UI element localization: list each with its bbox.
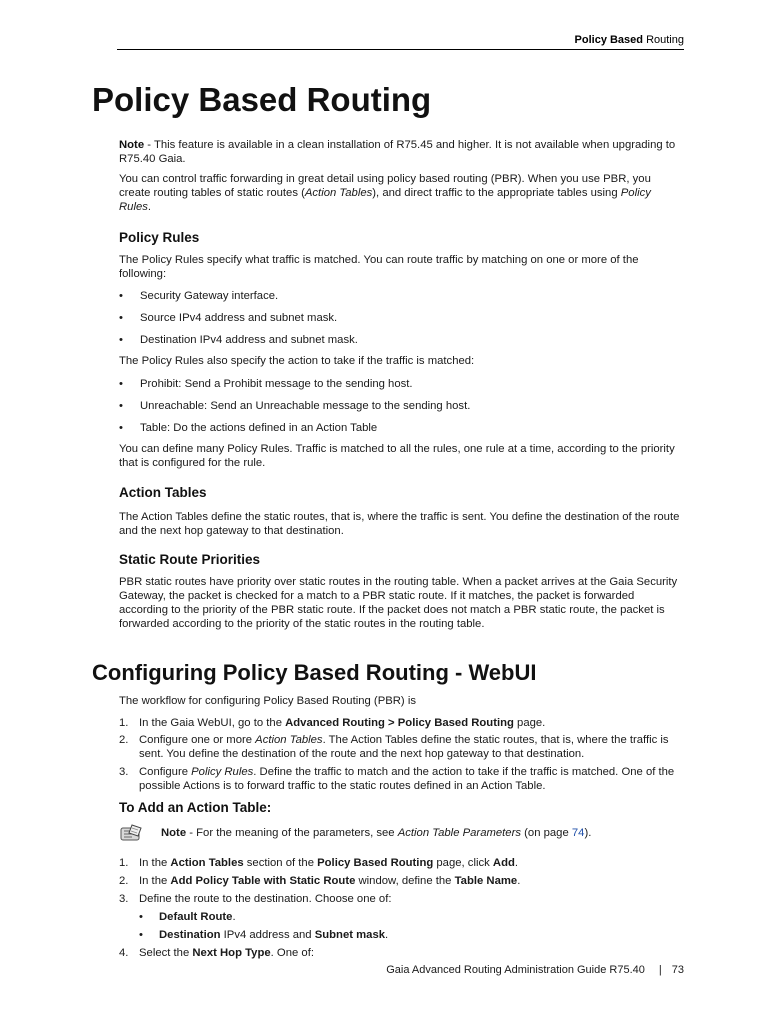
note-icon <box>118 823 144 843</box>
static-route-priorities-heading: Static Route Priorities <box>119 552 261 567</box>
page-link[interactable]: 74 <box>571 827 585 839</box>
intro-note: Note - This feature is available in a clean installation of R75.45 and higher. It is not available when upgrading to R75.40 Gaia. <box>119 139 676 165</box>
action-tables-paragraph: The Action Tables define the static routes, that is, where the traffic is sent. You define the destination of the route and the next hop gateway to that destination. <box>119 511 680 537</box>
footer-separator: | <box>658 964 662 976</box>
header-rule <box>117 49 684 50</box>
action-tables-heading: Action Tables <box>119 485 207 500</box>
static-route-priorities-paragraph: PBR static routes have priority over static routes in the routing table. When a packet arrives at the Gaia Security Gateway, the packet is checked for a match to a PBR static route. If it matches, the packet is forwarded according to the priority of the PBR static route. If the packet does not match a PBR static route, the packet is forwarded according to the priority of the static routes in the routing table. <box>119 576 678 630</box>
page-footer <box>386 964 684 976</box>
intro-paragraph: You can control traffic forwarding in great detail using policy based routing (PBR). When you use PBR, you create routing tables of static routes (Action Tables), and direct traffic to the appropriate tables using Policy Rules. <box>119 173 651 213</box>
policy-rules-priority-paragraph: You can define many Policy Rules. Traffic is matched to all the rules, one rule at a time, according to the priority that is configured for the rule. <box>119 443 675 469</box>
page-number: 73 <box>671 964 684 976</box>
policy-rules-action-intro: The Policy Rules also specify the action to take if the traffic is matched: <box>119 355 475 367</box>
policy-rules-heading: Policy Rules <box>119 230 200 245</box>
workflow-intro: The workflow for configuring Policy Based Routing (PBR) is <box>119 695 416 707</box>
running-header: Policy Based Routing <box>574 34 684 46</box>
document-page: Policy Based Routing Policy Based Routing Note - This feature is available in a clean installation of R75.45 and higher. It is not available when upgrading to R75.40 Gaia. You can control traffic forwarding in great detail using policy based routing (PBR). When you use PBR, you create routing tables of static routes (Action Tables), and direct traffic to the appropriate tables using Policy Rules. Policy Rules The Policy Rules specify what traffic is matched. You can route traffic by matching on one or more of the following: • Security Gateway interface. • Source IPv4 address and subnet mask. • Destination IPv4 address and subnet mask. The Policy Rules also specify the action to take if the traffic is matched: • Prohibit: Send a Prohibit message to the sending host. • Unreachable: Send an Unreachable message to the sending host. • Table: Do the actions defined in an Action Table You can define many Policy Rules. Traffic is matched to all the rules, one rule at a time, according to the priority that is configured for the rule. Action Tables The Action Tables define the static routes, that is, where the traffic is sent. You define the destination of the route and the next hop gateway to that destination. Static Route Priorities PBR static routes have priority over static routes in the routing table. When a packet arrives at the Gaia Security Gateway, the packet is checked for a match to a PBR static route. If it matches, the packet is forwarded according to the priority of the PBR static route. If the packet does not match a PBR static route, the packet is forwarded according to the priority of the static routes in the routing table. Configuring Policy Based Routing - WebUI The workflow for configuring Policy Based Routing (PBR) is 1. In the Gaia WebUI, go to the Advanced Routing > Policy Based Routing page. 2. Configure one or more Action Tables. The Action Tables define the static routes, that is, where the traffic is sent. You define the destination of the route and the next hop gateway to that destination. 3. Configure Policy Rules. Define the traffic to match and the action to take if the traffic is matched. One of the possible Actions is to forward traffic to the static routes defined in an Action Table. To Add an Action Table: Note - For the meaning of the parameters, see Action Table Parameters (on page 74). 1. In the Action Tables section of the Policy Based Routing page, click Add. 2. In the Add Policy Table with Static Route window, define the Table Name. 3. Define the route to the destination. Choose one of: • Default Route. • Destination IPv4 address and Subnet mask. 4. Select the Next Hop Type. One of: Gaia Advanced Routing Administration Guide R75.40 | 73 <box>92 34 684 976</box>
add-action-table-heading: To Add an Action Table: <box>119 800 272 815</box>
page-title: Policy Based Routing <box>92 81 432 118</box>
section-heading: Configuring Policy Based Routing - WebUI <box>92 660 537 685</box>
guide-title: Gaia Advanced Routing Administration Guide R75.40 <box>386 964 645 976</box>
policy-rules-paragraph: The Policy Rules specify what traffic is matched. You can route traffic by matching on one or more of the following: <box>119 254 639 280</box>
parameters-note: Note - For the meaning of the parameters, see Action Table Parameters (on page 74). <box>161 827 592 839</box>
